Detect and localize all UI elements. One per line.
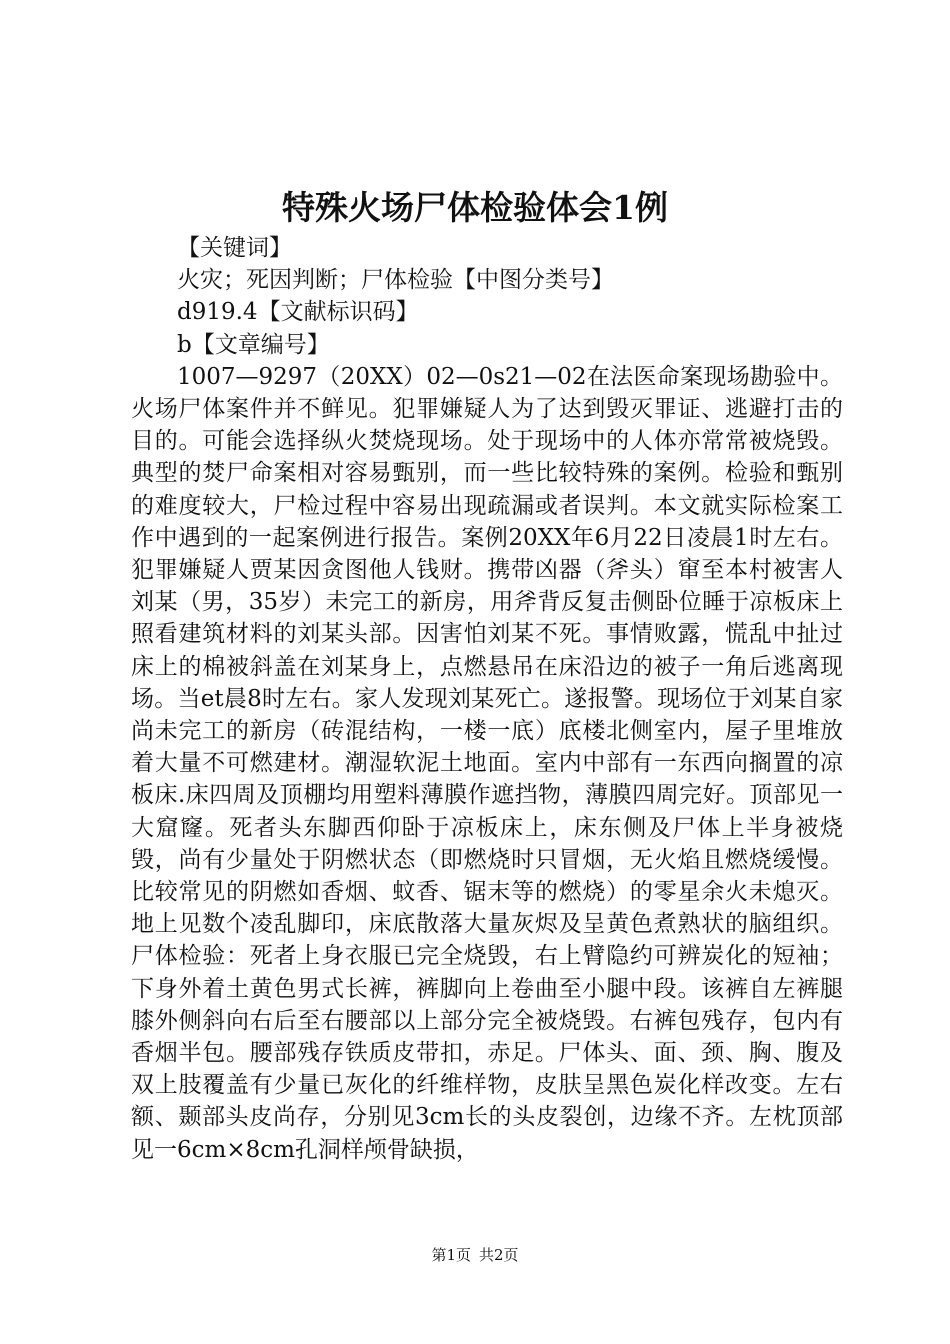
document-body (131, 232, 843, 1166)
page-number-total: 共2页 (479, 1246, 519, 1264)
classification-line: d919.4【文献标识码】 (177, 299, 419, 326)
page-number-current: 第1页 (431, 1246, 471, 1264)
keywords-heading: 【关键词】 (177, 235, 292, 261)
document-title: 特殊火场尸体检验体会1例 (282, 188, 668, 227)
main-paragraph: 1007—9297（20XX）02—0s21—02在法医命案现场勘验中。火场尸体案件并不鲜见。犯罪嫌疑人为了达到毁灭罪证、逃避打击的目的。可能会选择纵火焚烧现场。处于现场中的人体亦常常被烧毁。典型的焚尸命案相对容易甄别，而一些比较特殊的案例。检验和甄别的难度较大，尸检过程中容易出现疏漏或者误判。本文就实际检案工作中遇到的一起案例进行报告。案例20XX年6月22日凌晨1时左右。犯罪嫌疑人贾某因贪图他人钱财。携带凶器（斧头）窜至本村被害人刘某（男，35岁）未完工的新房，用斧背反复击侧卧位睡于凉板床上照看建筑材料的刘某头部。因害怕刘某不死。事情败露，慌乱中扯过床上的棉被斜盖在刘某身上，点燃悬吊在床沿边的被子一角后逃离现场。当et晨8时左右。家人发现刘某死亡。遂报警。现场位于刘某自家尚未完工的新房（砖混结构，一楼一底）底楼北侧室内，屋子里堆放着大量不可燃建材。潮湿软泥土地面。室内中部有一东西向搁置的凉板床.床四周及顶棚均用塑料薄膜作遮挡物，薄膜四周完好。顶部见一大窟窿。死者头东脚西仰卧于凉板床上，床东侧及尸体上半身被烧毁，尚有少量处于阴燃状态（即燃烧时只冒烟，无火焰且燃烧缓慢。比较常见的阴燃如香烟、蚊香、锯末等的燃烧）的零星余火未熄灭。地上见数个凌乱脚印，床底散落大量灰烬及呈黄色煮熟状的脑组织。尸体检验：死者上身衣服已完全烧毁，右上臂隐约可辨炭化的短袖；下身外着土黄色男式长裤，裤脚向上卷曲至小腿中段。该裤自左裤腿膝外侧斜向右后至右腰部以上部分完全被烧毁。右裤包残存，包内有香烟半包。腰部残存铁质皮带扣，赤足。尸体头、面、颈、胸、腹及双上肢覆盖有少量已灰化的纤维样物，皮肤呈黑色炭化样改变。左右额、颞部头皮尚存，分别见3cm长的头皮裂创，边缘不齐。左枕顶部见一6cm×8cm孔洞样颅骨缺损， (131, 363, 843, 1163)
keywords-line: 火灾；死因判断；尸体检验【中图分类号】 (177, 267, 614, 294)
page-footer (0, 1245, 950, 1265)
article-number-line: b【文章编号】 (177, 331, 330, 358)
